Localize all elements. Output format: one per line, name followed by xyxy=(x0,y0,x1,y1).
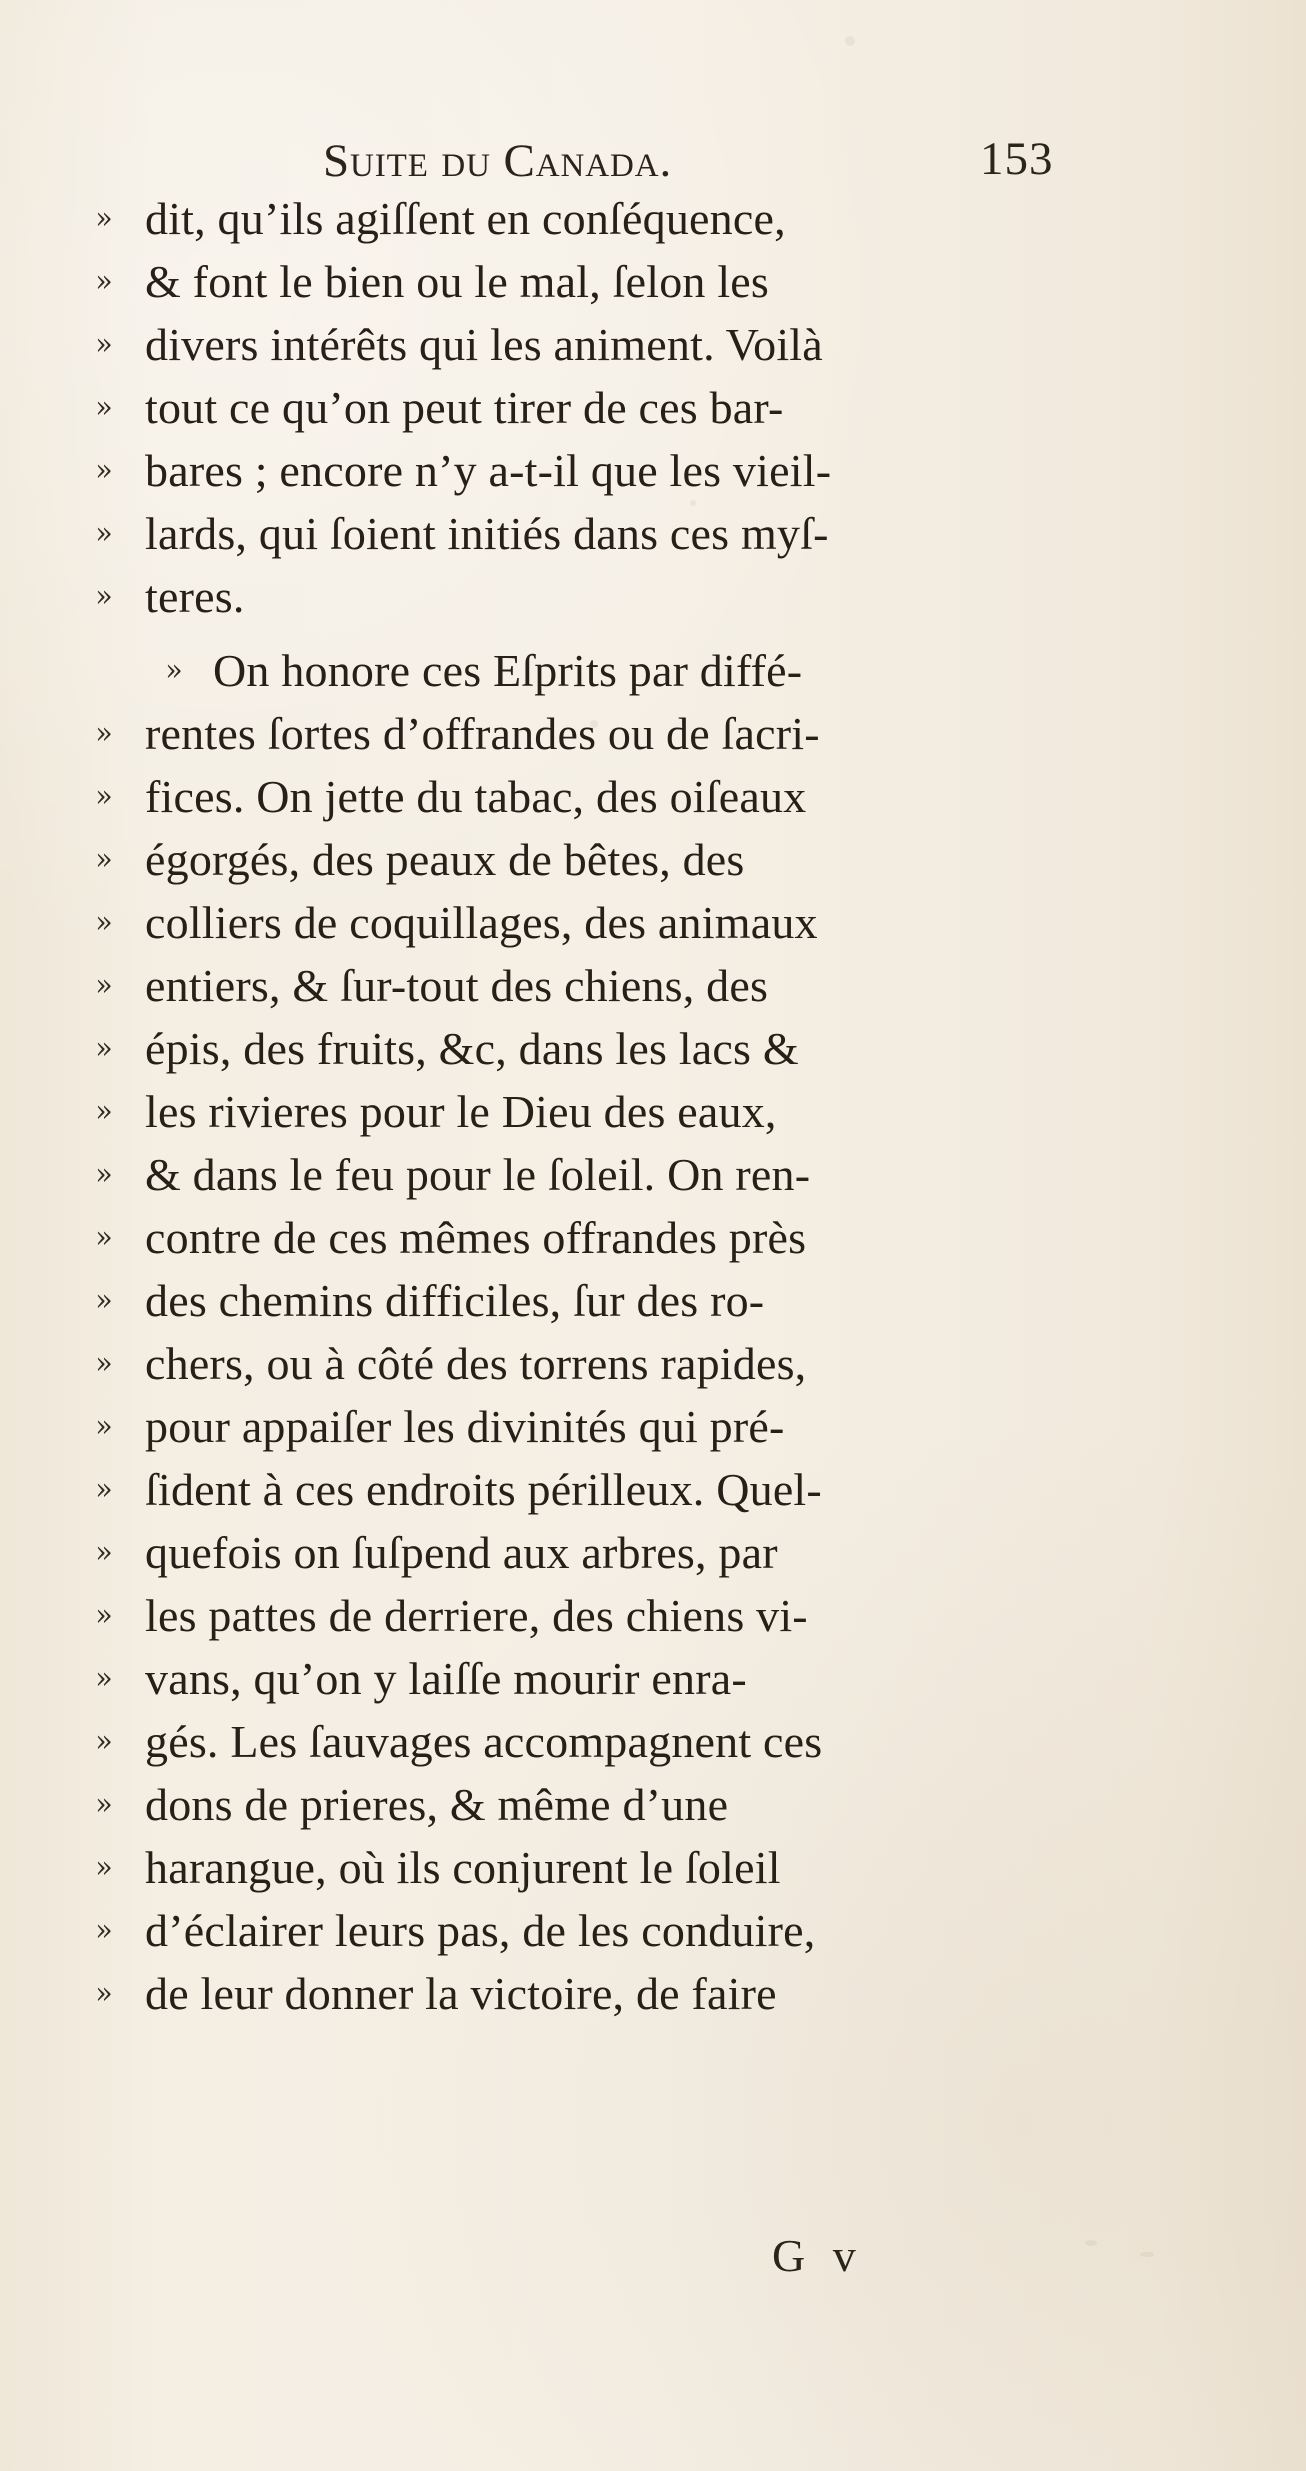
line-text: lards, qui ſoient initiés dans ces myſ- xyxy=(145,508,829,559)
line-text: fices. On jette du tabac, des oiſeaux xyxy=(145,771,807,822)
line-text: de leur donner la victoire, de faire xyxy=(145,1968,777,2019)
line-text: divers intérêts qui les animent. Voilà xyxy=(145,319,823,370)
quotation-mark: » xyxy=(95,1787,113,1822)
quotation-mark: » xyxy=(95,264,113,299)
text-line xyxy=(90,319,1150,384)
line-text: harangue, où ils conjurent le ſoleil xyxy=(145,1842,781,1893)
quotation-mark: » xyxy=(165,653,183,688)
quotation-mark: » xyxy=(95,1913,113,1948)
running-head: Suite du Canada. xyxy=(323,135,673,187)
text-line xyxy=(90,1464,1150,1529)
text-line xyxy=(90,1149,1150,1214)
text-line xyxy=(90,1401,1150,1466)
text-line xyxy=(90,1590,1150,1655)
text-line xyxy=(90,1653,1150,1718)
line-text: d’éclairer leurs pas, de les conduire, xyxy=(145,1905,816,1956)
quotation-mark: » xyxy=(95,1976,113,2011)
text-line xyxy=(90,256,1150,321)
line-text: On honore ces Eſprits par diffé- xyxy=(213,645,803,696)
quotation-mark: » xyxy=(95,1346,113,1381)
line-text: & font le bien ou le mal, ſelon les xyxy=(145,256,770,307)
line-text: égorgés, des peaux de bêtes, des xyxy=(145,834,745,885)
text-line xyxy=(90,445,1150,510)
line-text: vans, qu’on y laiſſe mourir enra- xyxy=(145,1653,747,1704)
line-text: tout ce qu’on peut tirer de ces bar- xyxy=(145,382,784,433)
text-line xyxy=(90,193,1150,258)
quotation-mark: » xyxy=(95,516,113,551)
quotation-mark: » xyxy=(95,1283,113,1318)
quotation-mark: » xyxy=(95,1850,113,1885)
text-line xyxy=(90,771,1150,836)
paper-spot xyxy=(1140,2252,1154,2257)
line-text: bares ; encore n’y a-t-il que les vieil- xyxy=(145,445,832,496)
line-text: dit, qu’ils agiſſent en conſéquence, xyxy=(145,193,786,244)
text-line xyxy=(90,1968,1150,2033)
quotation-mark: » xyxy=(95,1535,113,1570)
quotation-mark: » xyxy=(95,201,113,236)
quotation-mark: » xyxy=(95,1598,113,1633)
line-text: colliers de coquillages, des animaux xyxy=(145,897,818,948)
text-line xyxy=(90,897,1150,962)
line-text: entiers, & ſur-tout des chiens, des xyxy=(145,960,769,1011)
page-header xyxy=(0,0,1306,210)
quotation-mark: » xyxy=(95,1157,113,1192)
line-text: gés. Les ſauvages accompagnent ces xyxy=(145,1716,823,1767)
text-line xyxy=(90,382,1150,447)
text-line xyxy=(90,1023,1150,1088)
text-line xyxy=(90,834,1150,899)
quotation-mark: » xyxy=(95,842,113,877)
signature-mark: G v xyxy=(772,2230,864,2281)
quotation-mark: » xyxy=(95,390,113,425)
main-text-block xyxy=(90,193,1150,2226)
quotation-mark: » xyxy=(95,1661,113,1696)
line-text: ſident à ces endroits périlleux. Quel- xyxy=(145,1464,822,1515)
line-text: quefois on ſuſpend aux arbres, par xyxy=(145,1527,778,1578)
text-line xyxy=(90,1779,1150,1844)
text-line xyxy=(90,1716,1150,1781)
line-text: dons de prieres, & même d’une xyxy=(145,1779,729,1830)
line-text: chers, ou à côté des torrens rapides, xyxy=(145,1338,807,1389)
quotation-mark: » xyxy=(95,453,113,488)
quotation-mark: » xyxy=(95,1031,113,1066)
text-line xyxy=(90,1338,1150,1403)
text-line xyxy=(90,1905,1150,1970)
line-text: les pattes de derriere, des chiens vi- xyxy=(145,1590,808,1641)
text-line xyxy=(90,1275,1150,1340)
text-line xyxy=(90,960,1150,1025)
line-text: des chemins difficiles, ſur des ro- xyxy=(145,1275,765,1326)
paragraph-start-line xyxy=(90,645,1150,710)
quotation-mark: » xyxy=(95,1472,113,1507)
quotation-mark: » xyxy=(95,779,113,814)
line-text: les rivieres pour le Dieu des eaux, xyxy=(145,1086,777,1137)
paper-spot xyxy=(1085,2240,1097,2246)
quotation-mark: » xyxy=(95,905,113,940)
text-line xyxy=(90,1527,1150,1592)
quotation-mark: » xyxy=(95,327,113,362)
text-line xyxy=(90,571,1150,636)
quotation-mark: » xyxy=(95,1220,113,1255)
line-text: pour appaiſer les divinités qui pré- xyxy=(145,1401,785,1452)
text-line xyxy=(90,1842,1150,1907)
quotation-mark: » xyxy=(95,1724,113,1759)
line-text: rentes ſortes d’offrandes ou de ſacri- xyxy=(145,708,820,759)
text-line xyxy=(90,508,1150,573)
quotation-mark: » xyxy=(95,1094,113,1129)
line-text: teres. xyxy=(145,571,245,622)
line-text: & dans le feu pour le ſoleil. On ren- xyxy=(145,1149,811,1200)
quotation-mark: » xyxy=(95,1409,113,1444)
text-line xyxy=(90,1086,1150,1151)
text-line xyxy=(90,1212,1150,1277)
quotation-mark: » xyxy=(95,968,113,1003)
text-line xyxy=(90,708,1150,773)
line-text: contre de ces mêmes offrandes près xyxy=(145,1212,807,1263)
line-text: épis, des fruits, &c, dans les lacs & xyxy=(145,1023,799,1074)
page-number: 153 xyxy=(980,133,1054,185)
quotation-mark: » xyxy=(95,579,113,614)
quotation-mark: » xyxy=(95,716,113,751)
